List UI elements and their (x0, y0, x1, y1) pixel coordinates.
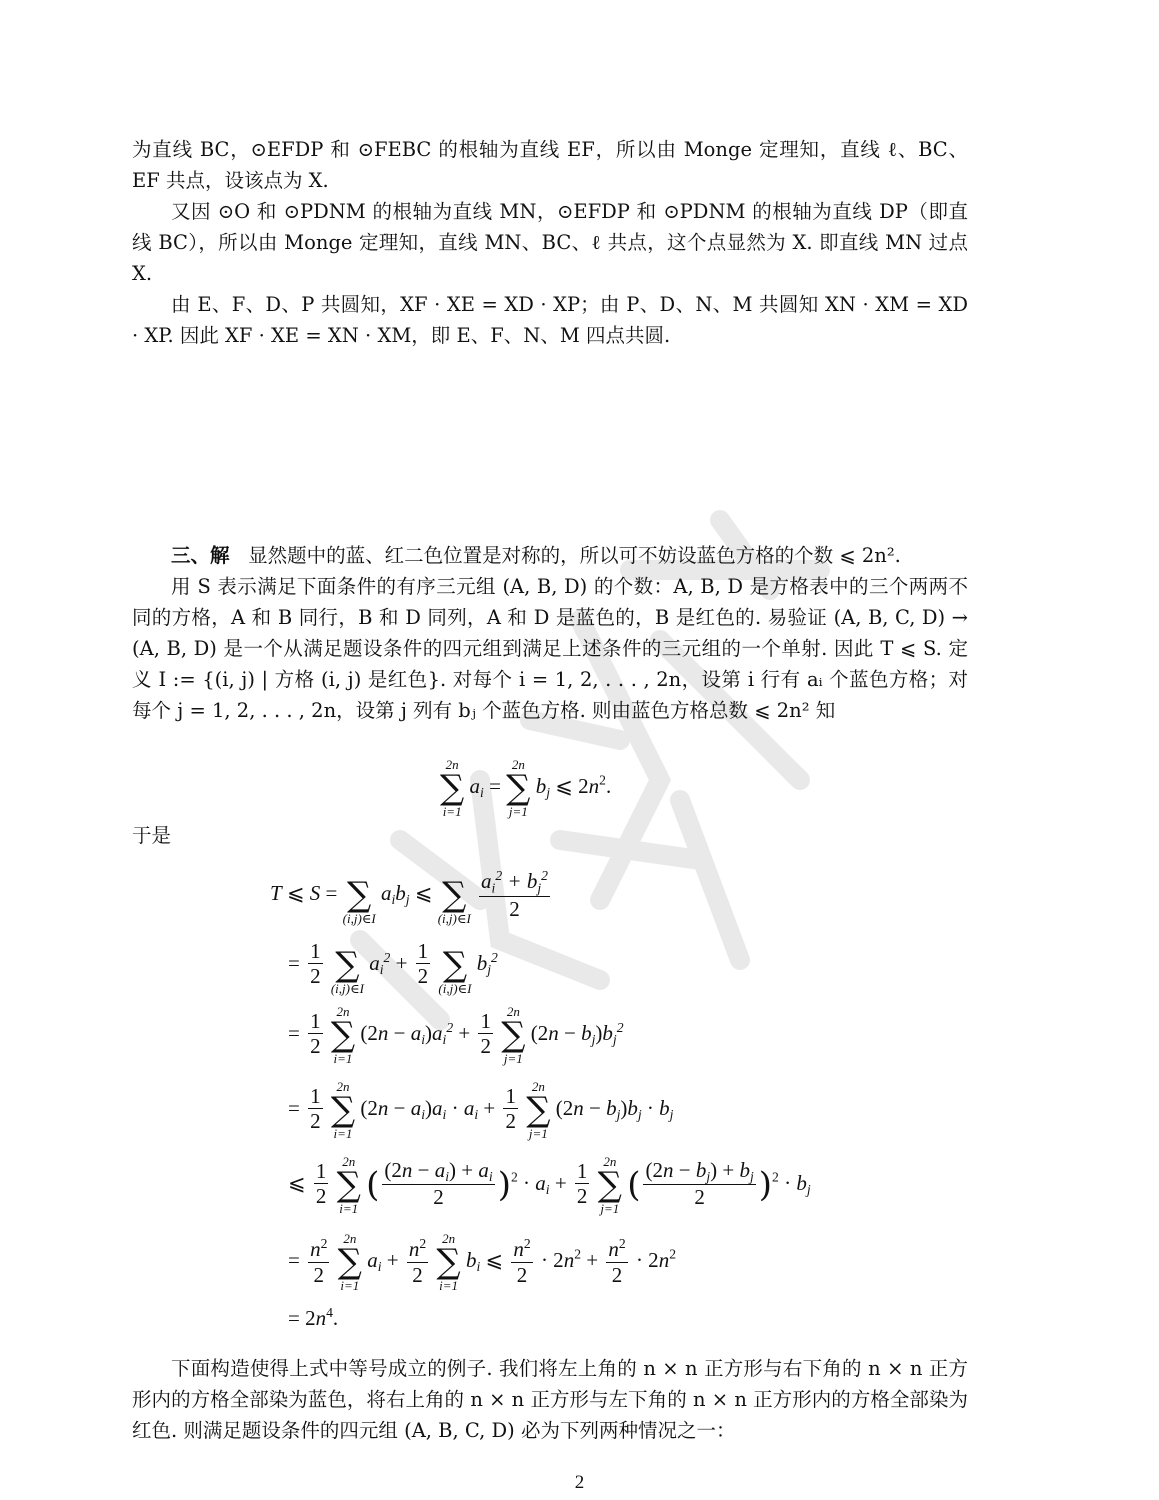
section-3-heading: 三、解 (171, 544, 230, 567)
paragraph-3: 由 E、F、D、P 共圆知，XF · XE = XD · XP；由 P、D、N、M 共圆知 XN · XM = XD · XP. 因此 XF · XE = XN · XM，即 E、F、N、M 四点共圆. (132, 293, 968, 347)
align-line-7: = $2n^4$. (288, 1305, 339, 1331)
paragraph-construction: 下面构造使得上式中等号成立的例子. 我们将左上角的 n × n 正方形与右下角的 n × n 正方形内的方格全部染为蓝色，将右上角的 n × n 正方形与左下角的 n × n 正方形内的方格全部染为红色. 则满足题设条件的四元组 (A, B, C, D) 必为下列两种情况之一： (132, 1357, 968, 1442)
align-line-2: = $\frac{1}{2}$ ∑ (i,j)∈I $a_i^2$ + $\frac{1}{2}$ ∑ (i,j)∈I $b_j^2$ (288, 939, 498, 996)
align-line-1: T ⩽ S = ∑ (i,j)∈I $a_ib_j$ ⩽ ∑ (i,j)∈I $\frac{a_i^2 + b_j^2}{2}$ (270, 868, 548, 926)
section-3-intro: 显然题中的蓝、红二色位置是对称的，所以可不妨设蓝色方格的个数 ⩽ 2n². (248, 544, 901, 567)
paragraph-2: 又因 ⊙O 和 ⊙PDNM 的根轴为直线 MN，⊙EFDP 和 ⊙PDNM 的根轴为直线 DP（即直线 BC），所以由 Monge 定理知，直线 MN、BC、ℓ 共点，这个点显然为 X. 即直线 MN 过点 X. (132, 200, 968, 285)
align-line-5: ⩽ $\frac{1}{2}$ 2n ∑ i=1 ( $\frac{(2n - a_i) + a_i}{2}$ )$^2 \cdot a_i$ + $\frac{1}{2}$ 2n ∑ j=1 ( $\frac{(2n - b_j) + b_j}{2}$ )$^2 \cdot b_j$ (288, 1154, 811, 1216)
equation-sum-equality: 2n ∑ i=1 $a_i$ = 2n ∑ j=1 $b_j$ ⩽ $2n^2$. (440, 757, 612, 819)
paragraph-1: 为直线 BC，⊙EFDP 和 ⊙FEBC 的根轴为直线 EF，所以由 Monge 定理知，直线 ℓ、BC、EF 共点，设该点为 X. (132, 138, 968, 192)
section-3-definition: 用 S 表示满足下面条件的有序三元组 (A, B, D) 的个数：A, B, D 是方格表中的三个两两不同的方格，A 和 B 同行，B 和 D 同列，A 和 D 是蓝色的，B 是红色的. 易验证 (A, B, C, D) → (A, B, D) 是一个从满足题设条件的四元组到满足上述条件的三元组的一个单射. 因此 T ⩽ S. 定义 I := {(i, j) | 方格 (i, j) 是红色}. 对每个 i = 1, 2, . . . , 2n，设第 i 行有 aᵢ 个蓝色方格；对每个 j = 1, 2, . . . , 2n，设第 j 列有 bⱼ 个蓝色方格. 则由蓝色方格总数 ⩽ 2n² 知 (132, 575, 968, 722)
proof-continuation (132, 134, 968, 351)
construction-paragraph (132, 1353, 968, 1446)
yushi-label: 于是 (132, 824, 172, 847)
section-3 (132, 540, 968, 726)
align-line-4: = $\frac{1}{2}$ 2n ∑ i=1 $(2n - a_i)a_i \cdot a_i$ + $\frac{1}{2}$ 2n ∑ j=1 $(2n - b_j)b_j \cdot b_j$ (288, 1079, 674, 1141)
page-number: 2 (574, 1472, 585, 1493)
align-line-6: = $\frac{n^2}{2}$ 2n ∑ i=1 $a_i$ + $\frac{n^2}{2}$ 2n ∑ i=1 $b_i$ ⩽ $\frac{n^2}{2}$ · $2n^2$ + $\frac{n^2}{2}$ · $2n^2$ (288, 1231, 677, 1293)
align-line-3: = $\frac{1}{2}$ 2n ∑ i=1 $(2n - a_i)a_i^2$ + $\frac{1}{2}$ 2n ∑ j=1 $(2n - b_j)b_j^2$ (288, 1004, 624, 1066)
